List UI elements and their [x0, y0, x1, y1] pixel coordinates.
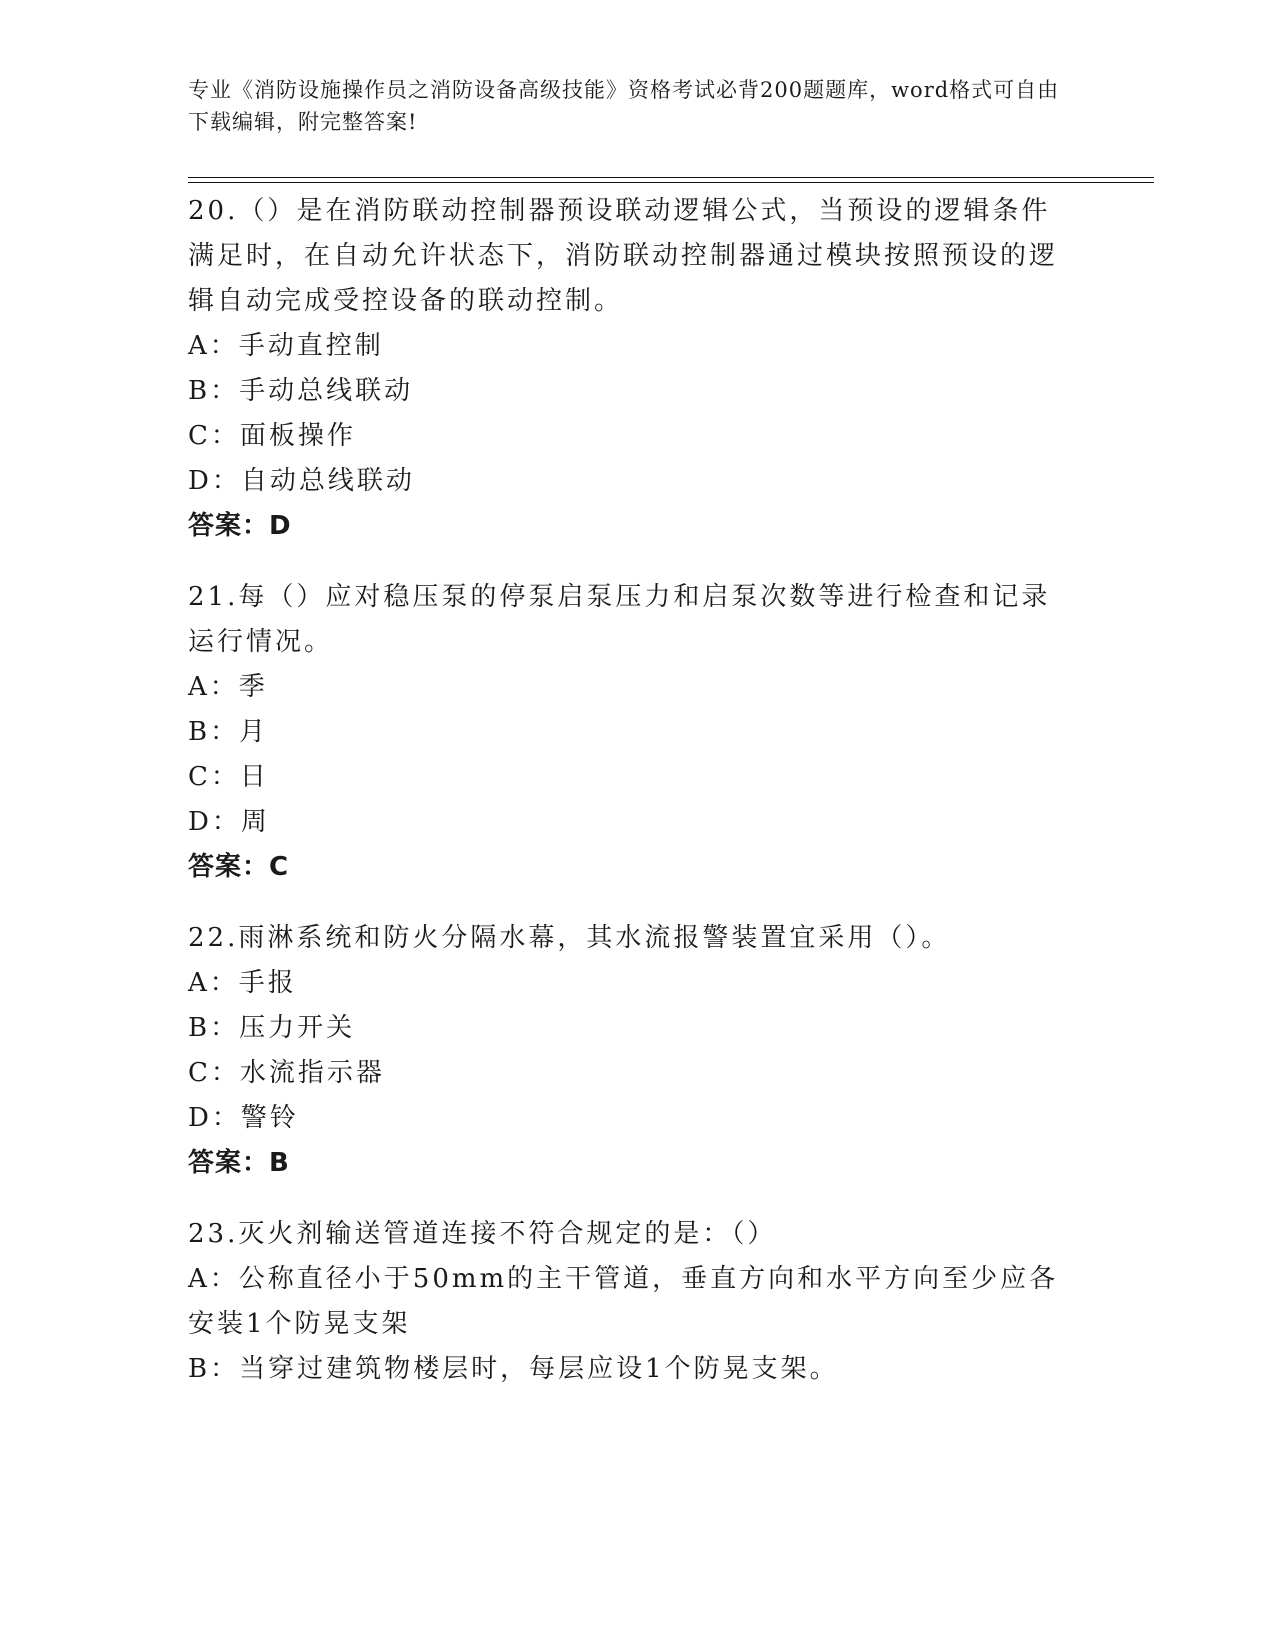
question-stem: 21.每（）应对稳压泵的停泵启泵压力和启泵次数等进行检查和记录运行情况。 — [188, 582, 1051, 657]
option-b: B：月 — [188, 717, 269, 747]
option-b: B：压力开关 — [188, 1013, 356, 1043]
answer-line: 答案：D — [188, 511, 292, 541]
option-c: C：水流指示器 — [188, 1058, 385, 1088]
question-20 — [188, 189, 1088, 549]
option-d: D：警铃 — [188, 1103, 299, 1133]
option-a: A：公称直径小于50mm的主干管道，垂直方向和水平方向至少应各安装1个防晃支架 — [188, 1264, 1059, 1339]
option-b: B：手动总线联动 — [188, 376, 414, 406]
question-stem: 23.灭火剂输送管道连接不符合规定的是：（） — [188, 1219, 777, 1249]
question-22 — [188, 916, 1088, 1186]
option-a: A：手报 — [188, 968, 297, 998]
question-stem: 20.（）是在消防联动控制器预设联动逻辑公式，当预设的逻辑条件满足时，在自动允许状态下，消防联动控制器通过模块按照预设的逻辑自动完成受控设备的联动控制。 — [188, 196, 1059, 316]
question-stem: 22.雨淋系统和防火分隔水幕，其水流报警装置宜采用（）。 — [188, 923, 951, 953]
answer-line: 答案：C — [188, 852, 290, 882]
option-b: B：当穿过建筑物楼层时，每层应设1个防晃支架。 — [188, 1354, 839, 1384]
question-23 — [188, 1212, 1088, 1392]
header-divider-top — [188, 177, 1154, 178]
option-c: C：日 — [188, 762, 269, 792]
answer-line: 答案：B — [188, 1148, 290, 1178]
document-header: 专业《消防设施操作员之消防设备高级技能》资格考试必背200题题库，word格式可自由下载编辑，附完整答案! — [188, 78, 1060, 134]
option-d: D：周 — [188, 807, 270, 837]
option-a: A：手动直控制 — [188, 331, 384, 361]
question-list — [188, 189, 1088, 1418]
header-divider-bottom — [188, 182, 1154, 183]
option-a: A：季 — [188, 672, 268, 702]
option-c: C：面板操作 — [188, 421, 356, 451]
question-21 — [188, 575, 1088, 890]
option-d: D：自动总线联动 — [188, 466, 415, 496]
